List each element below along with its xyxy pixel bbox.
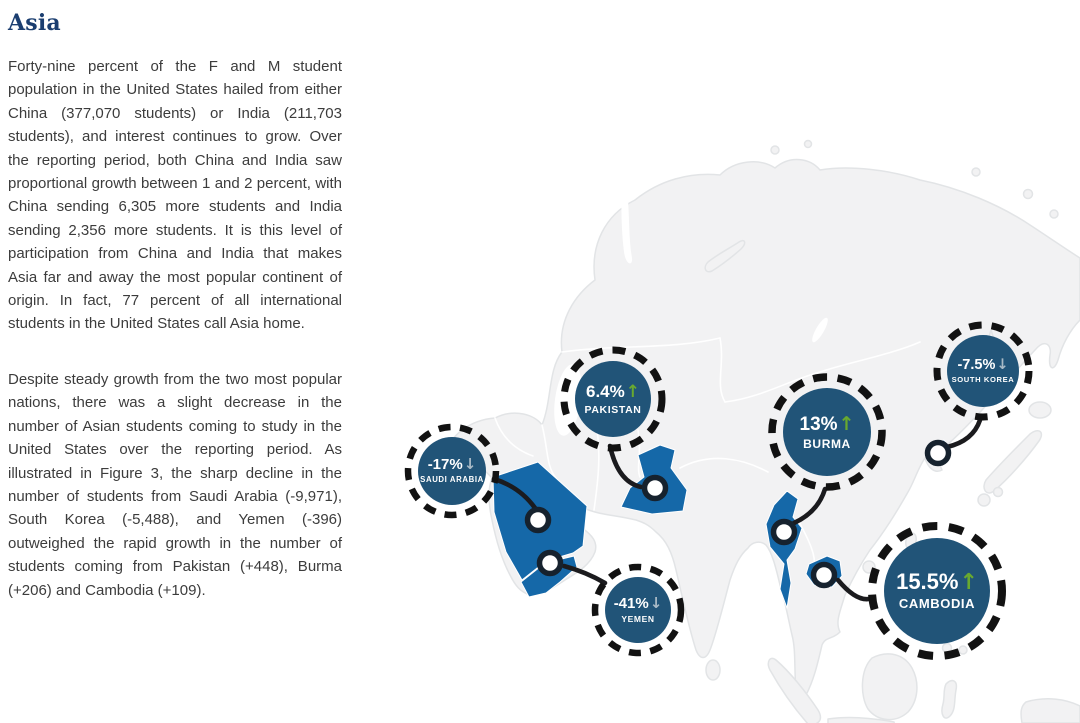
map-marker-saudi-arabia	[528, 510, 549, 531]
map-marker-yemen	[540, 553, 561, 574]
arctic-island	[972, 168, 980, 176]
map-marker-south-korea	[928, 443, 949, 464]
badge-country-name: SOUTH KOREA	[951, 375, 1015, 384]
badge-saudi-arabia	[408, 427, 496, 515]
asia-map-figure	[390, 0, 1080, 723]
trend-down-icon: ↓	[463, 455, 477, 473]
island-borneo	[862, 654, 917, 720]
map-marker-pakistan	[645, 478, 666, 499]
island-honshu	[984, 431, 1041, 493]
badge-percent: -41%	[613, 595, 649, 612]
badge-country-name: BURMA	[803, 437, 851, 451]
section-title: Asia	[8, 10, 61, 36]
badge-country-name: PAKISTAN	[584, 404, 642, 416]
badge-yemen	[595, 567, 681, 653]
asia-map-svg	[390, 0, 1080, 723]
island-shikoku	[994, 488, 1003, 497]
map-marker-cambodia	[814, 565, 835, 586]
island-sulawesi	[942, 681, 956, 718]
article-column	[8, 2, 342, 634]
island-philippines	[959, 646, 967, 654]
svg-text:15.5%↑	[896, 569, 978, 595]
paragraph-2: Despite steady growth from the two most popular nations, there was a slight decrease in the number of Asian students coming to study in the United States over the reporting period. As illustrated in Figure 3, the sharp decline in the number of students from Saudi Arabia (-9,971), South Korea (-5,488), and Yemen (-396) outweighed the rapid growth in the number of students coming from Pakistan (+448), Burma (+206) and Cambodia (+109).	[8, 370, 342, 599]
arctic-island	[805, 141, 812, 148]
island-sri-lanka	[706, 660, 720, 680]
badge-country-name: CAMBODIA	[898, 596, 976, 611]
annotation-yemen	[540, 553, 682, 654]
trend-up-icon: ↑	[959, 570, 978, 595]
trend-down-icon: ↓	[996, 357, 1009, 373]
arctic-island	[1024, 190, 1033, 199]
asia-landmass	[445, 160, 1080, 701]
svg-text:6.4%↑	[586, 382, 640, 402]
badge-percent: 15.5%	[896, 569, 959, 594]
svg-text:-7.5%↓	[957, 357, 1008, 373]
badge-percent: -17%	[427, 456, 463, 473]
island-new-guinea	[1021, 699, 1080, 723]
arctic-island	[1050, 210, 1058, 218]
svg-text:13%↑	[800, 413, 855, 435]
arctic-island	[771, 146, 779, 154]
badge-percent: -7.5%	[957, 357, 996, 373]
trend-up-icon: ↑	[838, 413, 855, 435]
island-hokkaido	[1029, 402, 1051, 418]
map-marker-burma	[774, 522, 795, 543]
svg-text:-17%↓	[428, 455, 477, 473]
trend-down-icon: ↓	[649, 594, 663, 612]
svg-text:-41%↓	[614, 594, 663, 612]
badge-percent: 13%	[799, 414, 838, 435]
trend-up-icon: ↑	[625, 382, 640, 402]
badge-cambodia	[872, 526, 1002, 656]
badge-percent: 6.4%	[586, 382, 625, 401]
badge-country-name: SAUDI ARABIA	[420, 475, 484, 484]
island-kyushu	[978, 494, 990, 506]
paragraph-1: Forty-nine percent of the F and M student population in the United States hailed from either China (377,070 students) or India (211,703 students), and interest continues to grow. Over the reporting period, both China and India saw proportional growth between 1 and 2 percent, with China sending 6,305 more students and India sending 2,356 more students. It is this level of participation from China and India that makes Asia far and away the most popular continent of origin. In fact, 77 percent of all international students in the United States call Asia home.	[8, 58, 342, 333]
badge-country-name: YEMEN	[621, 614, 655, 624]
